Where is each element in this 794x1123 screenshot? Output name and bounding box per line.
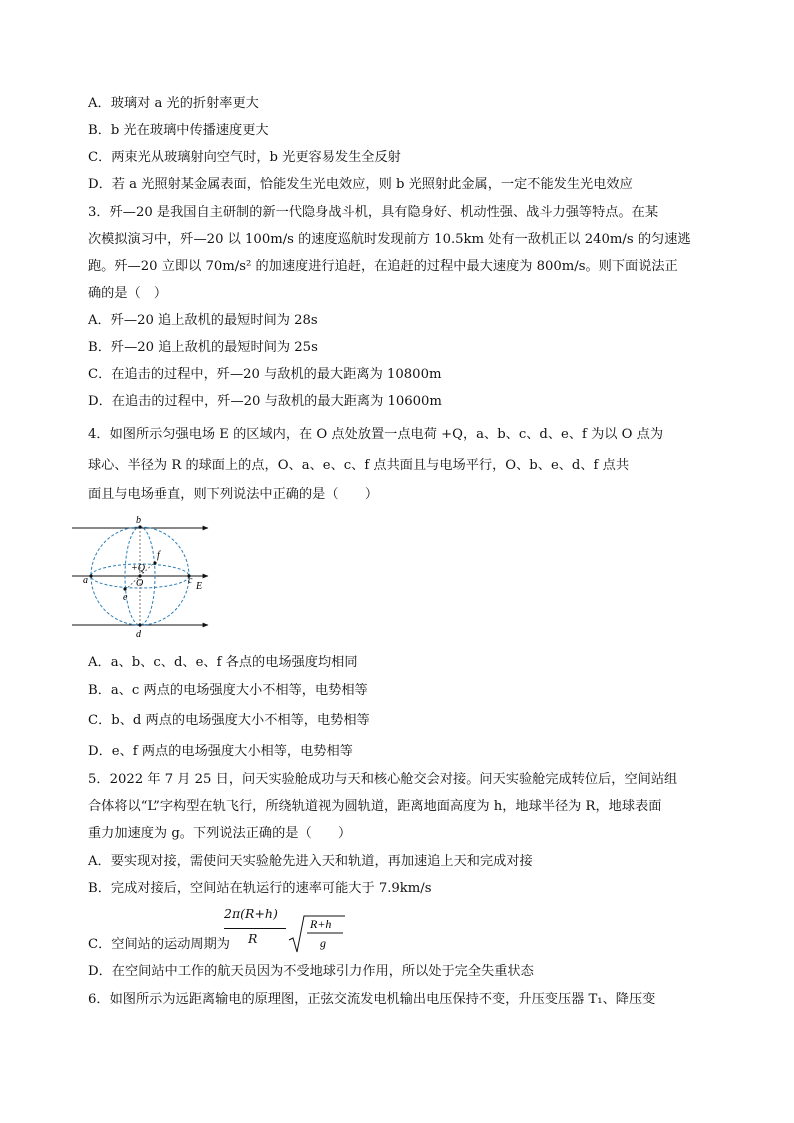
sqrt-denominator: g bbox=[320, 936, 326, 950]
label-field-e: E bbox=[196, 581, 203, 592]
label-a: a bbox=[83, 575, 88, 586]
label-e: e bbox=[123, 592, 128, 603]
q3-option-d: D．在追击的过程中，歼—20 与敌机的最大距离为 10600m bbox=[88, 394, 442, 409]
q5-stem-line3: 重力加速度为 g。下列说法正确的是（ ） bbox=[88, 826, 352, 841]
sqrt-numerator: R+h bbox=[310, 917, 332, 931]
q4-stem-line1: 4．如图所示匀强电场 E 的区域内，在 O 点处放置一点电荷 +Q，a、b、c、d、e、f 为以 O 点为 bbox=[88, 427, 664, 442]
label-o: O bbox=[136, 578, 144, 589]
q3-stem-line3: 跑。歼—20 立即以 70m/s² 的加速度进行追赶，在追赶的过程中最大速度为 800m/s。则下面说法正 bbox=[88, 259, 678, 274]
q4-option-d: D．e、f 两点的电场强度大小相等，电势相等 bbox=[88, 744, 353, 759]
q5-option-a: A．要实现对接，需使问天实验舱先进入天和轨道，再加速追上天和完成对接 bbox=[88, 854, 533, 869]
q2-option-a: A．玻璃对 a 光的折射率更大 bbox=[88, 96, 259, 111]
formula-denominator: R bbox=[248, 931, 258, 946]
q5-option-d: D．在空间站中工作的航天员因为不受地球引力作用，所以处于完全失重状态 bbox=[88, 964, 534, 979]
q4-option-b: B．a、c 两点的电场强度大小不相等，电势相等 bbox=[88, 683, 368, 698]
point-f bbox=[153, 561, 156, 564]
q6-stem-line1: 6．如图所示为远距离输电的原理图，正弦交流发电机输出电压保持不变，升压变压器 T₁、降压变 bbox=[88, 992, 656, 1007]
q4-option-c: C．b、d 两点的电场强度大小不相等，电势相等 bbox=[88, 713, 370, 728]
label-plus-q: +Q bbox=[131, 563, 145, 574]
q5-stem-line1: 5．2022 年 7 月 25 日，问天实验舱成功与天和核心舱交会对接。问天实验舱完成转位后，空间站组 bbox=[88, 772, 678, 787]
q2-option-b: B．b 光在玻璃中传播速度更大 bbox=[88, 123, 269, 138]
q2-option-c: C．两束光从玻璃射向空气时，b 光更容易发生全反射 bbox=[88, 150, 401, 165]
q3-option-b: B．歼—20 追上敌机的最短时间为 25s bbox=[88, 340, 318, 355]
q5-option-c: C．空间站的运动周期为 bbox=[88, 937, 230, 952]
q3-stem-line1: 3．歼—20 是我国自主研制的新一代隐身战斗机，具有隐身好、机动性强、战斗力强等特点。在某 bbox=[88, 205, 659, 220]
period-formula bbox=[222, 906, 342, 954]
label-d: d bbox=[136, 629, 141, 640]
label-b: b bbox=[136, 515, 141, 526]
q3-option-a: A．歼—20 追上敌机的最短时间为 28s bbox=[88, 313, 318, 328]
formula-sqrt bbox=[288, 914, 346, 954]
q5-option-b: B．完成对接后，空间站在轨运行的速率可能大于 7.9km/s bbox=[88, 881, 432, 896]
label-c: c bbox=[188, 575, 193, 586]
q3-stem-line2: 次模拟演习中，歼—20 以 100m/s 的速度巡航时发现前方 10.5km 处有一敌机正以 240m/s 的匀速逃 bbox=[88, 232, 691, 247]
point-d bbox=[138, 623, 141, 626]
q4-stem-line3: 面且与电场垂直，则下列说法中正确的是（ ） bbox=[88, 487, 379, 502]
point-e bbox=[123, 587, 126, 590]
q5-stem-line2: 合体将以“L”字构型在轨飞行，所绕轨道视为圆轨道，距离地面高度为 h，地球半径为 R，地球表面 bbox=[88, 799, 662, 814]
label-f: f bbox=[157, 550, 160, 561]
q2-option-d: D．若 a 光照射某金属表面，恰能发生光电效应，则 b 光照射此金属，一定不能发生光电效应 bbox=[88, 177, 633, 192]
electric-field-sphere-figure bbox=[72, 512, 212, 640]
q4-option-a: A．a、b、c、d、e、f 各点的电场强度均相同 bbox=[88, 655, 358, 670]
q3-option-c: C．在追击的过程中，歼—20 与敌机的最大距离为 10800m bbox=[88, 367, 442, 382]
q4-stem-line2: 球心、半径为 R 的球面上的点，O、a、e、c、f 点共面且与电场平行，O、b、e、d、f 点共 bbox=[88, 458, 630, 473]
formula-fraction-bar bbox=[224, 928, 286, 929]
point-a bbox=[89, 574, 92, 577]
formula-numerator: 2π(R+h) bbox=[224, 906, 278, 921]
q3-stem-line4: 确的是（ ） bbox=[88, 286, 168, 301]
